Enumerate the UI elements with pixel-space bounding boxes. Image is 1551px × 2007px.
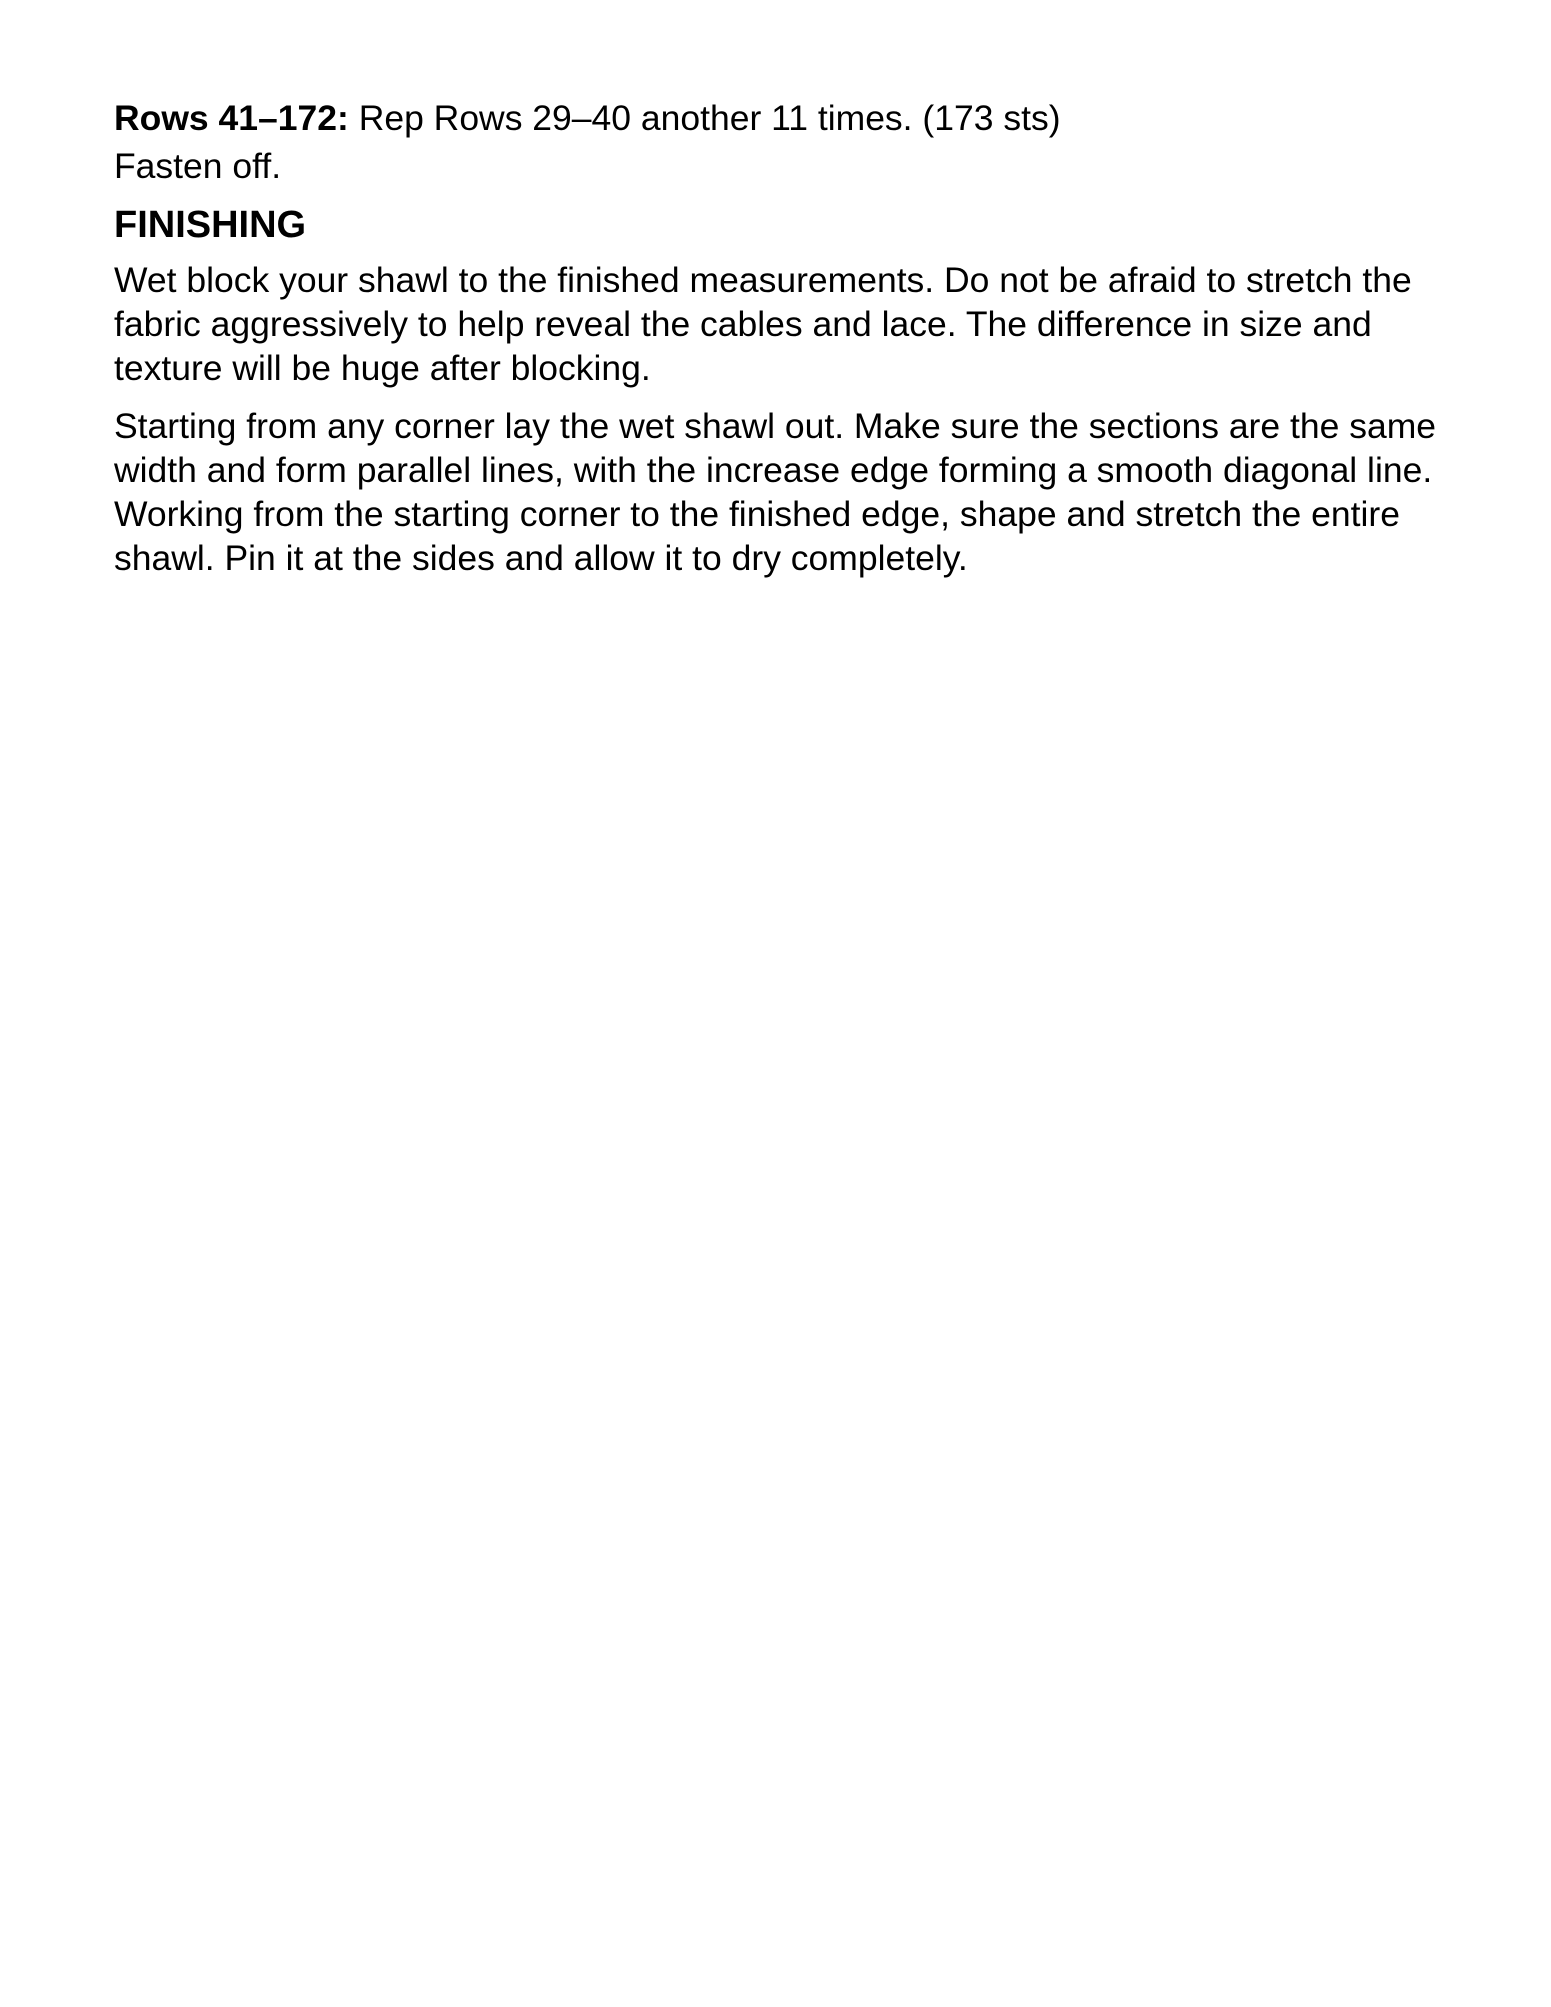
rows-label: Rows 41–172: <box>114 98 349 138</box>
fasten-off-text: Fasten off. <box>114 146 282 186</box>
finishing-paragraph-2: Starting from any corner lay the wet shawl out. Make sure the sections are the same width and form parallel lines, with the increase edge forming a smooth diagonal line. Working from the starting corner to the finished edge, shape and stretch the entire shawl. Pin it at the sides and allow it to dry completely. <box>114 406 1437 578</box>
rows-text: Rep Rows 29–40 another 11 times. (173 sts) <box>348 98 1061 138</box>
document-page <box>114 96 1444 594</box>
rows-instruction <box>114 96 1444 140</box>
finishing-heading: FINISHING <box>114 204 307 246</box>
finishing-paragraph-1: Wet block your shawl to the finished measurements. Do not be afraid to stretch the fabric aggressively to help reveal the cables and lace. The difference in size and texture will be huge after blocking. <box>114 260 1412 388</box>
